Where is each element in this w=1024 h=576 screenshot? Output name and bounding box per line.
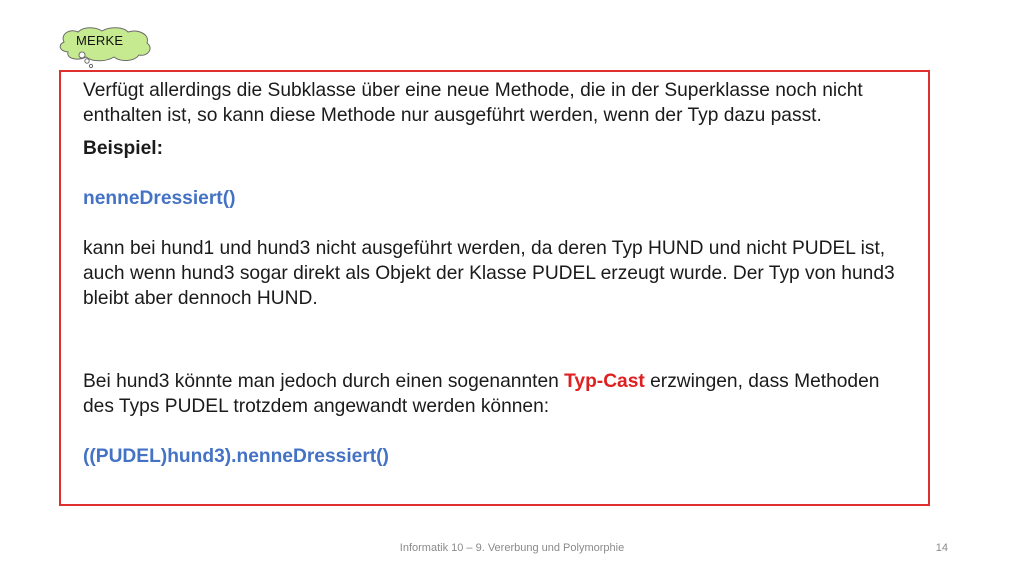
merke-callout (56, 24, 156, 68)
footer-title: Informatik 10 – 9. Vererbung und Polymorphie (399, 542, 625, 554)
intro-paragraph: Verfügt allerdings die Subklasse über eine neue Methode, die in der Superklasse noch nicht enthalten ist, so kann diese Methode nur ausgeführt werden, wenn der Typ dazu passt. (83, 80, 863, 126)
cast-paragraph (83, 369, 903, 419)
merke-label: MERKE (76, 33, 124, 48)
thought-bubbles (76, 50, 100, 70)
cast-code: ((PUDEL)hund3).nenneDressiert() (83, 446, 389, 467)
example-heading: Beispiel: (83, 138, 163, 159)
explanation-paragraph: kann bei hund1 und hund3 nicht ausgeführt werden, da deren Typ HUND und nicht PUDEL ist, auch wenn hund3 sogar direkt als Objekt der Klasse PUDEL erzeugt wurde. Der Typ von hund3 bleibt aber dennoch HUND. (83, 238, 895, 309)
typ-cast-term: Typ-Cast (564, 371, 645, 392)
cast-text-after: erzwingen, dass Methoden des Typs PUDEL trotzdem angewandt werden können: (83, 371, 880, 417)
method-name: nenneDressiert() (83, 188, 236, 209)
page-number: 14 (935, 542, 948, 554)
note-content (83, 78, 903, 469)
cast-text-before: Bei hund3 könnte man jedoch durch einen sogenannten (83, 371, 565, 392)
